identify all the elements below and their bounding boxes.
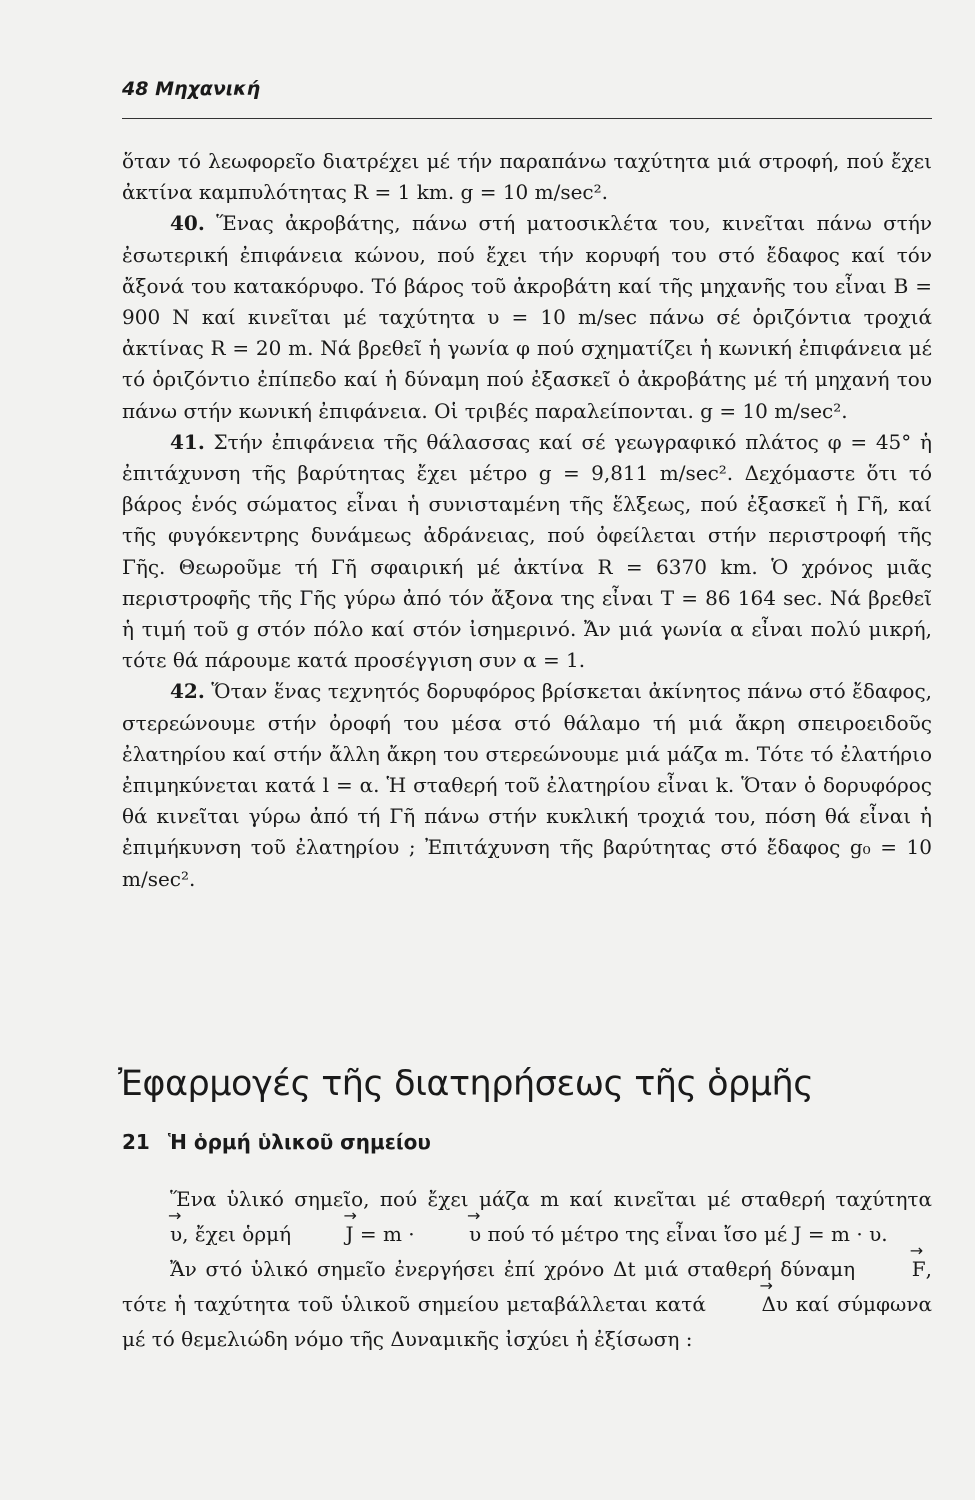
subsection-text: Ἡ ὁρμή ὑλικοῦ σημείου: [167, 1130, 431, 1154]
problem-text: Ἕνας ἀκροβάτης, πάνω στή ματοσικλέτα του, κινεῖται πάνω στήν ἐσωτερική ἐπιφάνεια κώνου, πού ἔχει τήν κορυφή του στό ἔδαφος καί τόν ἄξονά του κατακόρυφο. Τό βάρος τοῦ ἀκροβάτη καί τῆς μηχανῆς του εἶναι B = 900 N καί κινεῖται μέ ταχύτητα υ = 10 m/sec πάνω σέ ὁριζόντια τροχιά ἀκτίνας R = 20 m. Νά βρεθεῖ ἡ γωνία φ πού σχηματίζει ἡ κωνική ἐπιφάνεια μέ τό ὁριζόντιο ἐπίπεδο καί ἡ δύναμη πού ἐξασκεῖ ὁ ἀκροβάτης μέ τή μηχανή του πάνω στήν κωνική ἐπιφάνεια. Οἱ τριβές παραλείπονται. g = 10 m/sec².: [122, 211, 932, 423]
force-paragraph: [122, 1252, 932, 1357]
header-rule: [122, 118, 932, 119]
page-number: 48: [122, 78, 149, 100]
running-head: [122, 78, 932, 100]
problem-number: 42.: [170, 679, 205, 704]
section-heading: Ἐφαρμογές τῆς διατηρήσεως τῆς ὁρμῆς: [118, 1064, 814, 1104]
text-run: πού τό μέτρο της εἶναι ἴσο μέ J = m · υ.: [481, 1222, 888, 1246]
subsection-title: [122, 1130, 932, 1154]
intro-tail: ὅταν τό λεωφορεῖο διατρέχει μέ τήν παραπάνω ταχύτητα μιά στροφή, πού ἔχει ἀκτίνα καμπυλότητας R = 1 km. g = 10 m/sec².: [122, 149, 932, 205]
momentum-paragraph: [122, 1182, 932, 1252]
vector-F: → F: [864, 1252, 926, 1287]
problem-number: 41.: [170, 429, 205, 454]
problem-42: [122, 676, 932, 894]
problems-block: [122, 146, 932, 895]
problem-41: [122, 427, 932, 677]
vector-J: → J: [297, 1217, 353, 1252]
text-run: , ἔχει ὁρμή: [182, 1222, 298, 1246]
vector-v: → υ: [122, 1217, 182, 1252]
problem-text: Ὅταν ἕνας τεχνητός δορυφόρος βρίσκεται ἀκίνητος πάνω στό ἔδαφος, στερεώνουμε στήν ὀροφή του μέσα στό θάλαμο τή μιά ἄκρη σπειροειδοῦς ἐλατηρίου καί στήν ἄλλη ἄκρη του στερεώνουμε μιά μάζα m. Τότε τό ἐλατήριο ἐπιμηκύνεται κατά l = α. Ἡ σταθερή τοῦ ἐλατηρίου εἶναι k. Ὅταν ὁ δορυφόρος θά κινεῖται γύρω ἀπό τή Γῆ πάνω στήν κυκλική τροχιά του, πόση θά εἶναι ἡ ἐπιμήκυνση τοῦ ἐλατηρίου ; Ἐπιτάχυνση τῆς βαρύτητας στό ἔδαφος g₀ = 10 m/sec².: [122, 679, 932, 891]
text-run: Ἕνα ὑλικό σημεῖο, πού ἔχει μάζα m καί κινεῖται μέ σταθερή ταχύτητα: [170, 1187, 932, 1211]
vector-delta-v: → Δυ: [713, 1287, 788, 1322]
text-run: Ἄν στό ὑλικό σημεῖο ἐνεργήσει ἐπί χρόνο Δt μιά σταθερή δύναμη: [170, 1257, 864, 1281]
text-run: , τότε ἡ ταχύτητα τοῦ ὑλικοῦ σημείου μεταβάλλεται κατά: [122, 1257, 932, 1316]
subsection-number: 21: [122, 1130, 150, 1154]
section-body: [122, 1182, 932, 1357]
vector-v: → υ: [421, 1217, 481, 1252]
problem-text: Στήν ἐπιφάνεια τῆς θάλασσας καί σέ γεωγραφικό πλάτος φ = 45° ἡ ἐπιτάχυνση τῆς βαρύτητας ἔχει μέτρο g = 9,811 m/sec². Δεχόμαστε ὅτι τό βάρος ἑνός σώματος εἶναι ἡ συνισταμένη τῆς ἕλξεως, πού ἐξασκεῖ ἡ Γῆ, καί τῆς φυγόκεντρης δυνάμεως ἀδράνειας, πού ὀφείλεται στήν περιστροφή τῆς Γῆς. Θεωροῦμε τή Γῆ σφαιρική μέ ἀκτίνα R = 6370 km. Ὁ χρόνος μιᾶς περιστροφῆς τῆς Γῆς γύρω ἀπό τόν ἄξονα της εἶναι T = 86 164 sec. Νά βρεθεῖ ἡ τιμή τοῦ g στόν πόλο καί στόν ἰσημερινό. Ἄν μιά γωνία α εἶναι πολύ μικρή, τότε θά πάρουμε κατά προσέγγιση συν α = 1.: [122, 429, 932, 673]
problem-number: 40.: [170, 211, 205, 236]
text-run: καί σύμφωνα μέ τό θεμελιώδη νόμο τῆς Δυναμικῆς ἰσχύει ἡ ἐξίσωση :: [122, 1292, 932, 1351]
text-run: = m ·: [353, 1222, 421, 1246]
running-title: Μηχανική: [155, 78, 261, 100]
problem-40: [122, 208, 932, 426]
